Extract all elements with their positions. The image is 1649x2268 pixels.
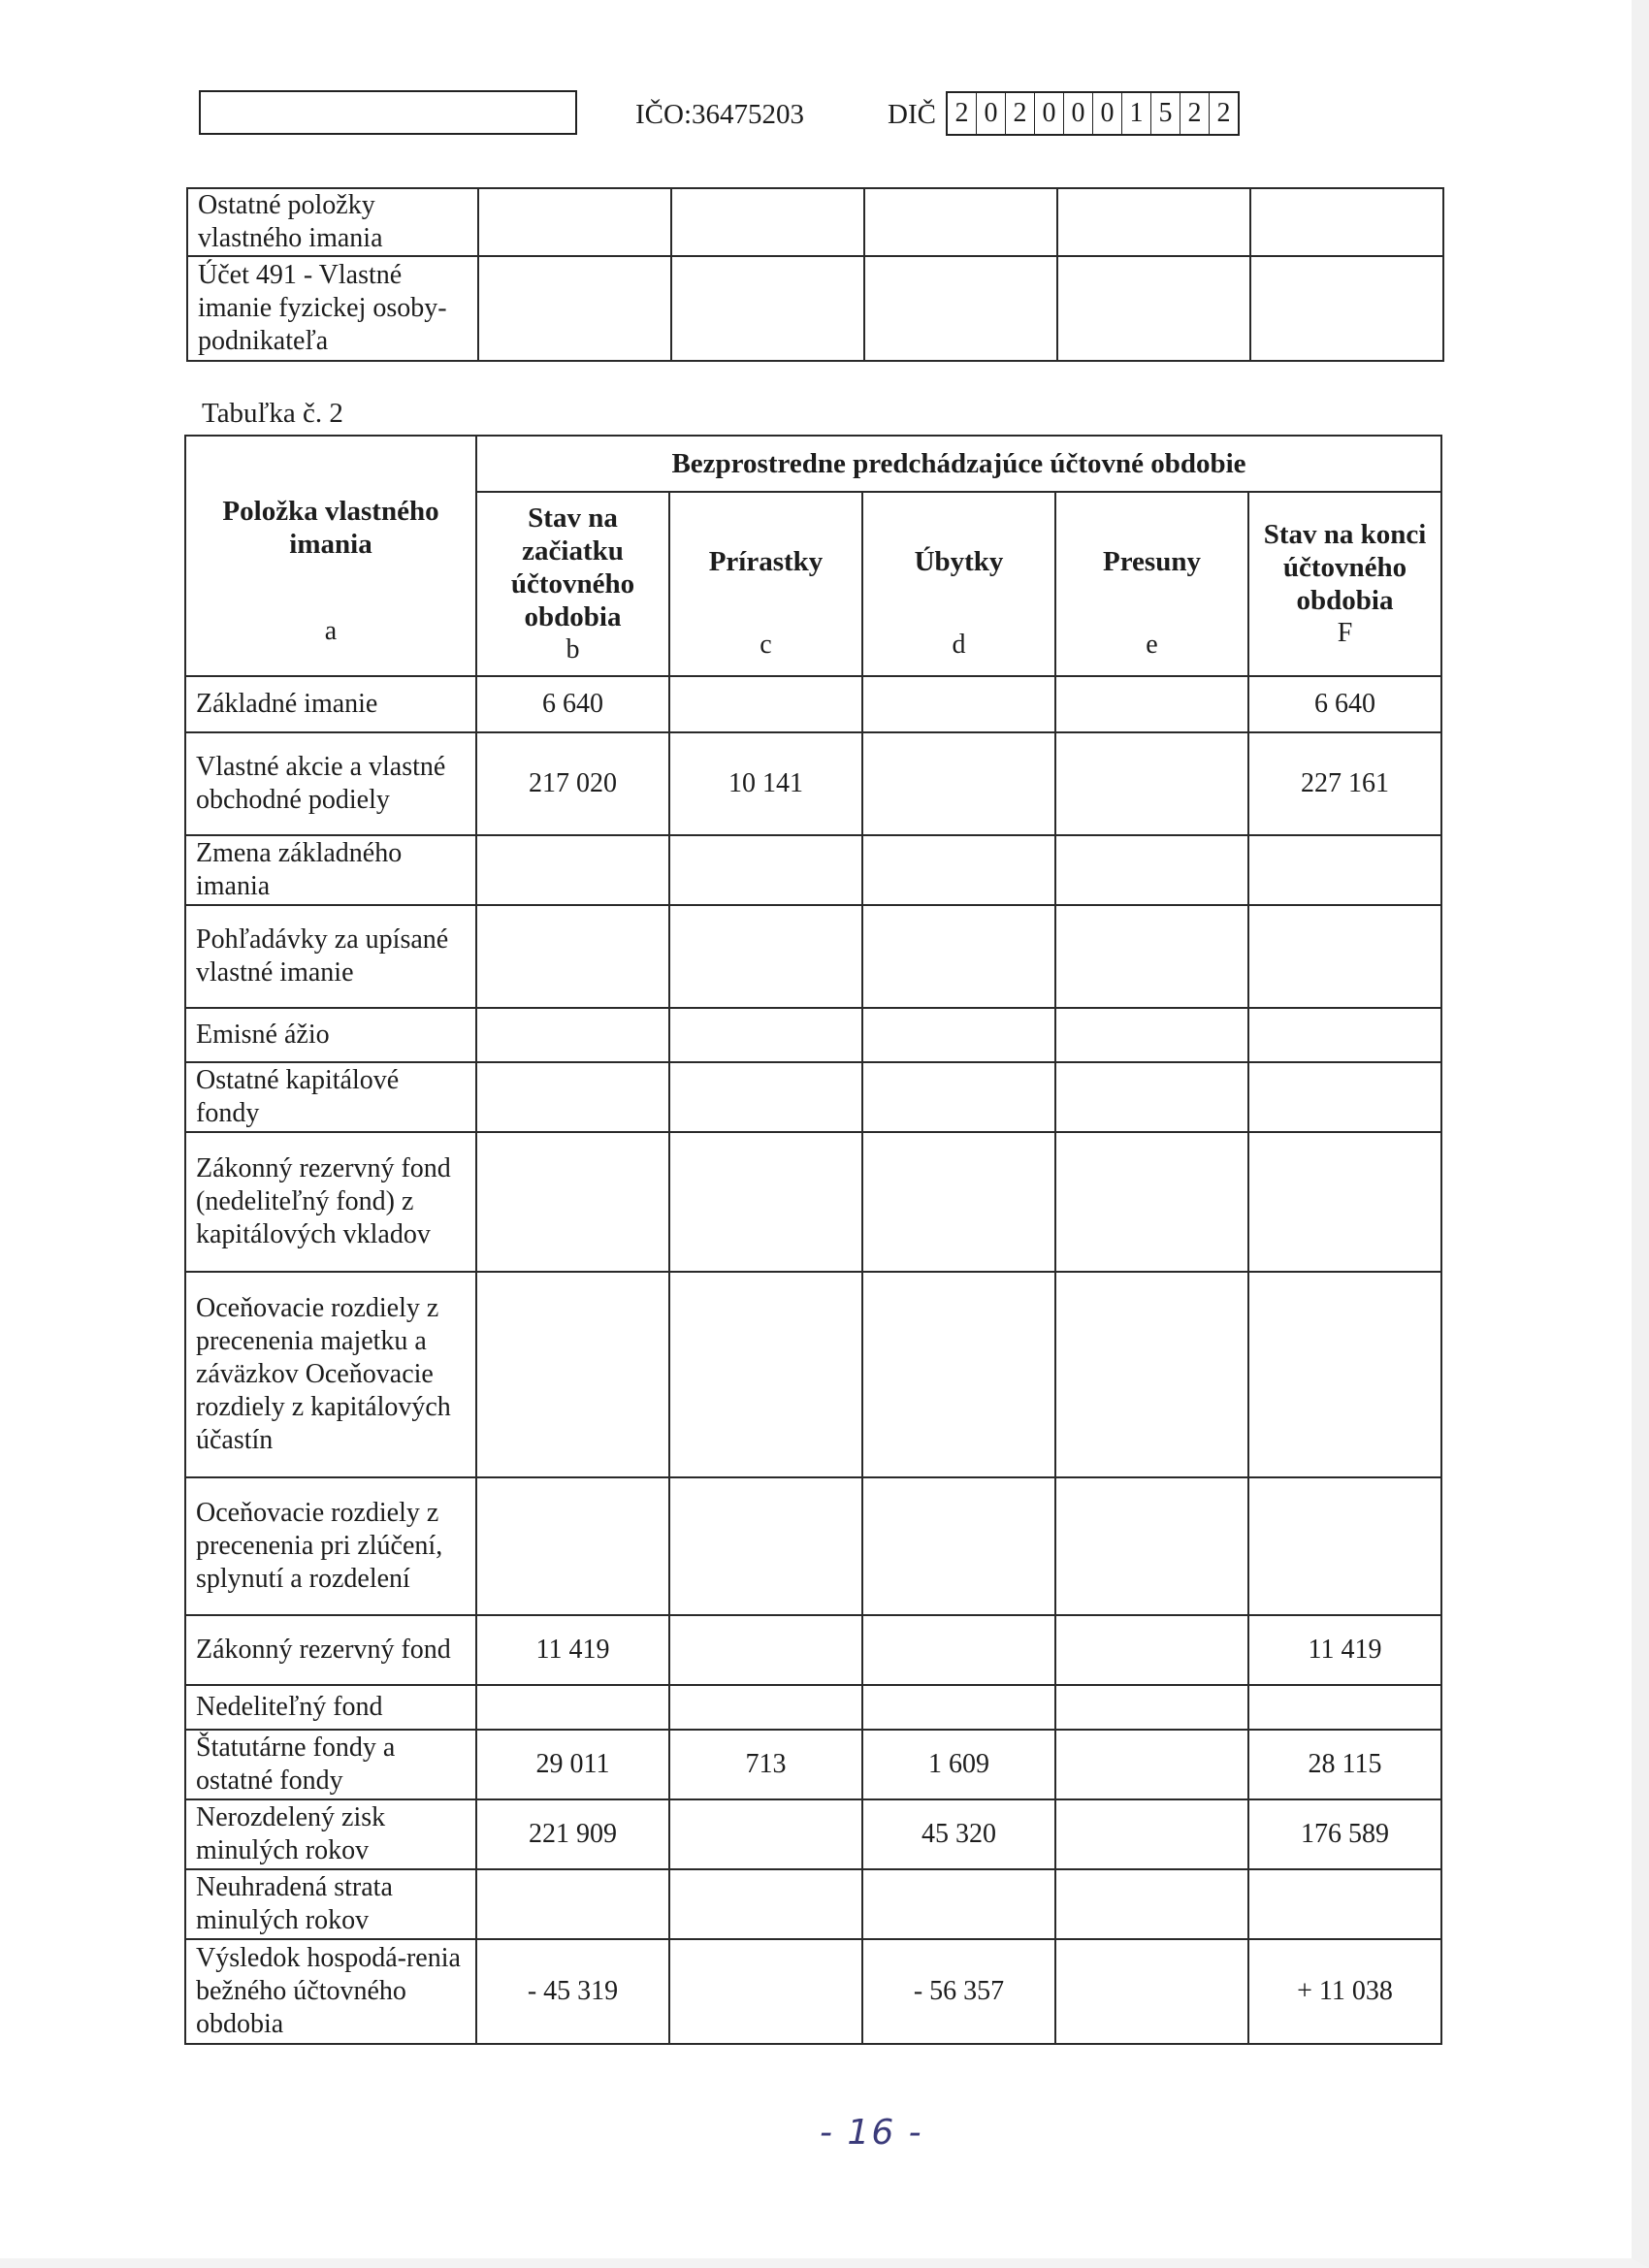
dic-digit: 2 [1216, 98, 1231, 128]
cell-transfers [1055, 1730, 1248, 1799]
item-label: Základné imanie [185, 676, 476, 732]
cell-end [1248, 1869, 1441, 1939]
cell-deductions [862, 835, 1055, 905]
cell-end: 11 419 [1248, 1615, 1441, 1685]
cell-transfers [1055, 1477, 1248, 1615]
item-label: Oceňovacie rozdiely z precenenia pri zlúčení, splynutí a rozdelení [185, 1477, 476, 1615]
dic-digit: 5 [1151, 93, 1180, 134]
dic-digit: 1 [1122, 93, 1151, 134]
cell-additions [669, 1869, 862, 1939]
column-header-start: Stav na začiatku účtovného obdobia b [476, 492, 669, 676]
cell-transfers [1055, 732, 1248, 835]
item-label: Zmena základného imania [185, 835, 476, 905]
cell-additions [669, 1799, 862, 1869]
cell-start: 29 011 [476, 1730, 669, 1799]
cell-additions [669, 1939, 862, 2044]
cell-deductions [862, 1869, 1055, 1939]
item-label: Oceňovacie rozdiely z precenenia majetku a záväzkov Oceňovacie rozdiely z kapitálových účastín [185, 1272, 476, 1477]
cell-additions [669, 1272, 862, 1477]
cell-end [1248, 1685, 1441, 1730]
cell-additions: 10 141 [669, 732, 862, 835]
cell-start [476, 905, 669, 1008]
cell-additions [669, 905, 862, 1008]
table-row [185, 1477, 1441, 1615]
cell-additions [669, 1008, 862, 1062]
cell-transfers [1055, 1272, 1248, 1477]
table-row [185, 1132, 1441, 1272]
dic-digit: 2 [1006, 93, 1035, 134]
cell-start [476, 1008, 669, 1062]
table-row [185, 1799, 1441, 1869]
cell-additions [669, 835, 862, 905]
table-row [187, 256, 1443, 361]
cell-start: 11 419 [476, 1615, 669, 1685]
cell-start [476, 1272, 669, 1477]
company-name-field [199, 90, 577, 135]
dic-digit: 2 [948, 93, 977, 134]
cell-deductions [862, 1477, 1055, 1615]
cell-transfers [1055, 905, 1248, 1008]
cell-start [476, 835, 669, 905]
cell-transfers [1055, 835, 1248, 905]
item-label: Vlastné akcie a vlastné obchodné podiely [185, 732, 476, 835]
cell-transfers [1055, 1685, 1248, 1730]
table-row [185, 1008, 1441, 1062]
column-header-end: Stav na konci účtovného obdobia F [1248, 492, 1441, 676]
cell-end: + 11 038 [1248, 1939, 1441, 2044]
cell-start [476, 1477, 669, 1615]
cell-additions [669, 1685, 862, 1730]
table-row [185, 1615, 1441, 1685]
table-row [185, 905, 1441, 1008]
cell-end [1248, 1062, 1441, 1132]
cell-transfers [1055, 1062, 1248, 1132]
cell-start [476, 1869, 669, 1939]
cell-transfers [1055, 1869, 1248, 1939]
column-header-deductions: Úbytky d [862, 492, 1055, 676]
cell-deductions: 45 320 [862, 1799, 1055, 1869]
item-label: Zákonný rezervný fond [185, 1615, 476, 1685]
cell-transfers [1055, 1132, 1248, 1272]
dic-digit: 0 [1064, 93, 1093, 134]
cell-start: 221 909 [476, 1799, 669, 1869]
table-row [185, 835, 1441, 905]
cell-transfers [1055, 676, 1248, 732]
table-row [185, 1869, 1441, 1939]
cell-deductions: 1 609 [862, 1730, 1055, 1799]
cell-end: 28 115 [1248, 1730, 1441, 1799]
item-label: Výsledok hospodá-renia bežného účtovného obdobia [185, 1939, 476, 2044]
dic-digit-boxes [946, 91, 1240, 136]
cell-end [1248, 905, 1441, 1008]
cell-deductions [862, 1008, 1055, 1062]
header-row [185, 436, 1441, 492]
cell-start [476, 1132, 669, 1272]
cell-end [1248, 1272, 1441, 1477]
cell-start [476, 1685, 669, 1730]
cell-deductions [862, 1272, 1055, 1477]
column-header-transfers: Presuny e [1055, 492, 1248, 676]
table-row [185, 1272, 1441, 1477]
item-label: Emisné ážio [185, 1008, 476, 1062]
cell-transfers [1055, 1799, 1248, 1869]
cell-deductions [862, 732, 1055, 835]
cell-deductions [862, 1062, 1055, 1132]
group-header: Bezprostredne predchádzajúce účtovné obdobie [476, 436, 1441, 492]
item-label: Ostatné kapitálové fondy [185, 1062, 476, 1132]
cell-additions [669, 1132, 862, 1272]
cell-deductions [862, 1132, 1055, 1272]
page-number: - 16 - [820, 2113, 923, 2153]
cell-end [1248, 1132, 1441, 1272]
table-row [185, 1939, 1441, 2044]
item-label: Pohľadávky za upísané vlastné imanie [185, 905, 476, 1008]
column-header-additions: Prírastky c [669, 492, 862, 676]
top-equity-table [186, 187, 1444, 362]
cell-transfers [1055, 1939, 1248, 2044]
table-row [185, 732, 1441, 835]
table-row [187, 188, 1443, 256]
item-label: Zákonný rezervný fond (nedeliteľný fond) z kapitálových vkladov [185, 1132, 476, 1272]
table-row [185, 676, 1441, 732]
cell-end: 227 161 [1248, 732, 1441, 835]
cell-deductions [862, 676, 1055, 732]
cell-additions [669, 1477, 862, 1615]
cell-end [1248, 1008, 1441, 1062]
cell-additions [669, 1062, 862, 1132]
cell-end: 6 640 [1248, 676, 1441, 732]
cell-additions [669, 676, 862, 732]
column-header-item: Položka vlastného imania a [185, 436, 476, 676]
item-label: Neuhradená strata minulých rokov [185, 1869, 476, 1939]
item-label: Štatutárne fondy a ostatné fondy [185, 1730, 476, 1799]
cell-start [476, 1062, 669, 1132]
cell-additions [669, 1615, 862, 1685]
table-caption: Tabuľka č. 2 [202, 398, 343, 429]
dic-label: DIČ [888, 99, 936, 130]
item-label: Nerozdelený zisk minulých rokov [185, 1799, 476, 1869]
cell-transfers [1055, 1008, 1248, 1062]
cell-end [1248, 835, 1441, 905]
table-row [185, 1685, 1441, 1730]
item-label: Nedeliteľný fond [185, 1685, 476, 1730]
ico-number: IČO:36475203 [635, 99, 804, 130]
dic-digit: 0 [1035, 93, 1064, 134]
cell-deductions [862, 1685, 1055, 1730]
cell-start: 217 020 [476, 732, 669, 835]
cell-end [1248, 1477, 1441, 1615]
item-label: Ostatné položky vlastného imania [187, 188, 478, 256]
cell-end: 176 589 [1248, 1799, 1441, 1869]
cell-deductions [862, 1615, 1055, 1685]
cell-start: - 45 319 [476, 1939, 669, 2044]
dic-digit: 0 [1093, 93, 1122, 134]
cell-deductions [862, 905, 1055, 1008]
cell-start: 6 640 [476, 676, 669, 732]
cell-additions: 713 [669, 1730, 862, 1799]
table-row [185, 1062, 1441, 1132]
cell-transfers [1055, 1615, 1248, 1685]
cell-deductions: - 56 357 [862, 1939, 1055, 2044]
dic-digit: 2 [1180, 93, 1210, 134]
table-row [185, 1730, 1441, 1799]
dic-digit: 0 [977, 93, 1006, 134]
equity-changes-table [184, 435, 1442, 2045]
item-label: Účet 491 - Vlastné imanie fyzickej osoby- podnikateľa [187, 256, 478, 361]
